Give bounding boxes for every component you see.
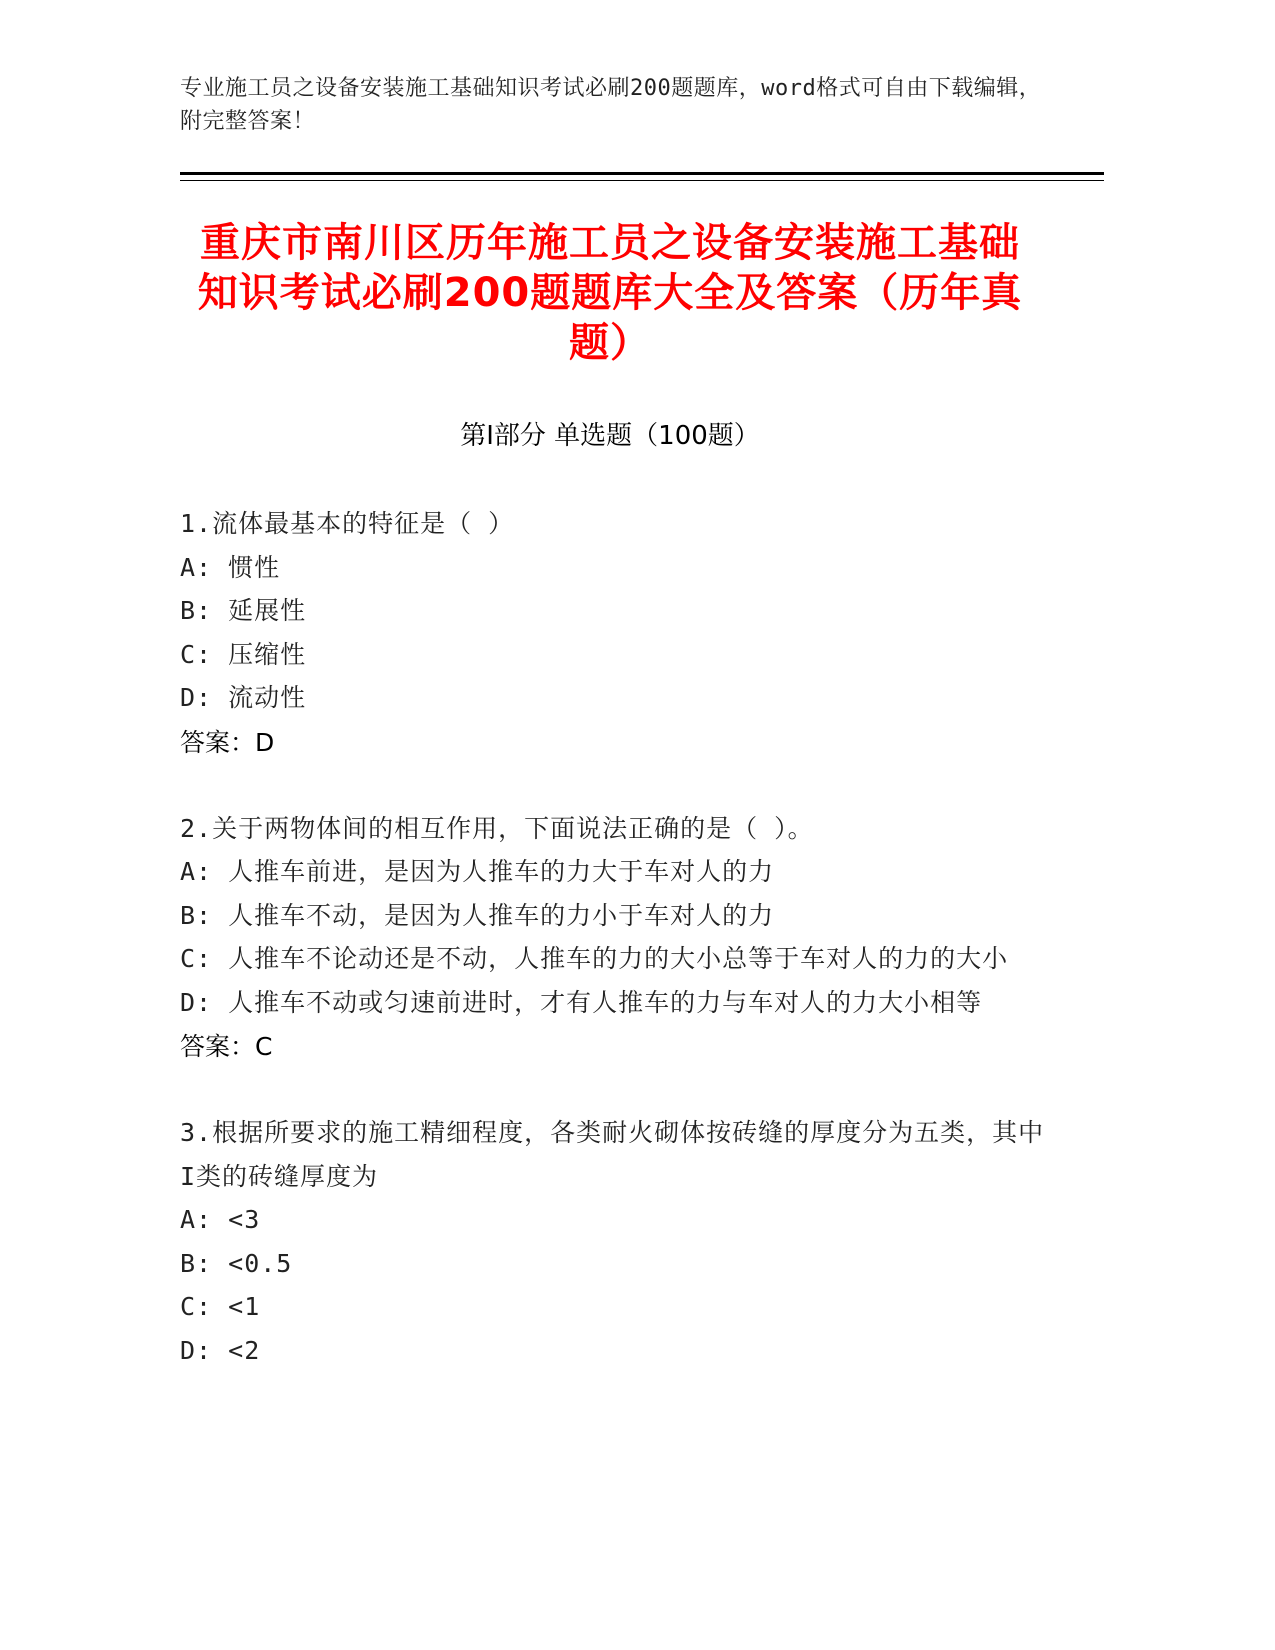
option-b: B: 人推车不动，是因为人推车的力小于车对人的力: [180, 900, 775, 930]
question-3: [180, 1111, 1060, 1372]
question-1: [180, 502, 1060, 765]
question-stem: 3.根据所要求的施工精细程度，各类耐火砌体按砖缝的厚度分为五类，其中I类的砖缝厚度为: [180, 1118, 1045, 1191]
answer-text: 答案：D: [180, 727, 275, 757]
option-d: D: 流动性: [180, 683, 307, 712]
question-2: [180, 807, 1060, 1070]
option-d: D: 人推车不动或匀速前进时，才有人推车的力与车对人的力大小相等: [180, 987, 983, 1017]
answer-text: 答案：C: [180, 1032, 273, 1061]
option-c: C: <1: [180, 1292, 261, 1321]
option-c: C: 人推车不论动还是不动，人推车的力的大小总等于车对人的力的大小: [180, 944, 1009, 973]
option-a: A: 惯性: [180, 552, 281, 582]
option-c: C: 压缩性: [180, 639, 307, 669]
question-stem: 1.流体最基本的特征是（ ）: [180, 509, 515, 538]
question-stem: 2.关于两物体间的相互作用，下面说法正确的是（ ）。: [180, 813, 814, 843]
document-title: 重庆市南川区历年施工员之设备安装施工基础知识考试必刷200题题库大全及答案（历年真题）: [197, 220, 1023, 366]
header-note: 专业施工员之设备安装施工基础知识考试必刷200题题库，word格式可自由下载编辑，附完整答案！: [180, 76, 1042, 134]
option-b: B: <0.5: [180, 1248, 293, 1278]
header-divider-thick: [180, 172, 1104, 175]
question-list: [180, 502, 1060, 1414]
option-a: A: <3: [180, 1205, 261, 1234]
option-b: B: 延展性: [180, 596, 307, 625]
option-a: A: 人推车前进，是因为人推车的力大于车对人的力: [180, 857, 775, 886]
header-divider-thin: [180, 180, 1104, 181]
section-title: 第I部分 单选题（100题）: [460, 421, 760, 451]
option-d: D: <2: [180, 1335, 261, 1365]
